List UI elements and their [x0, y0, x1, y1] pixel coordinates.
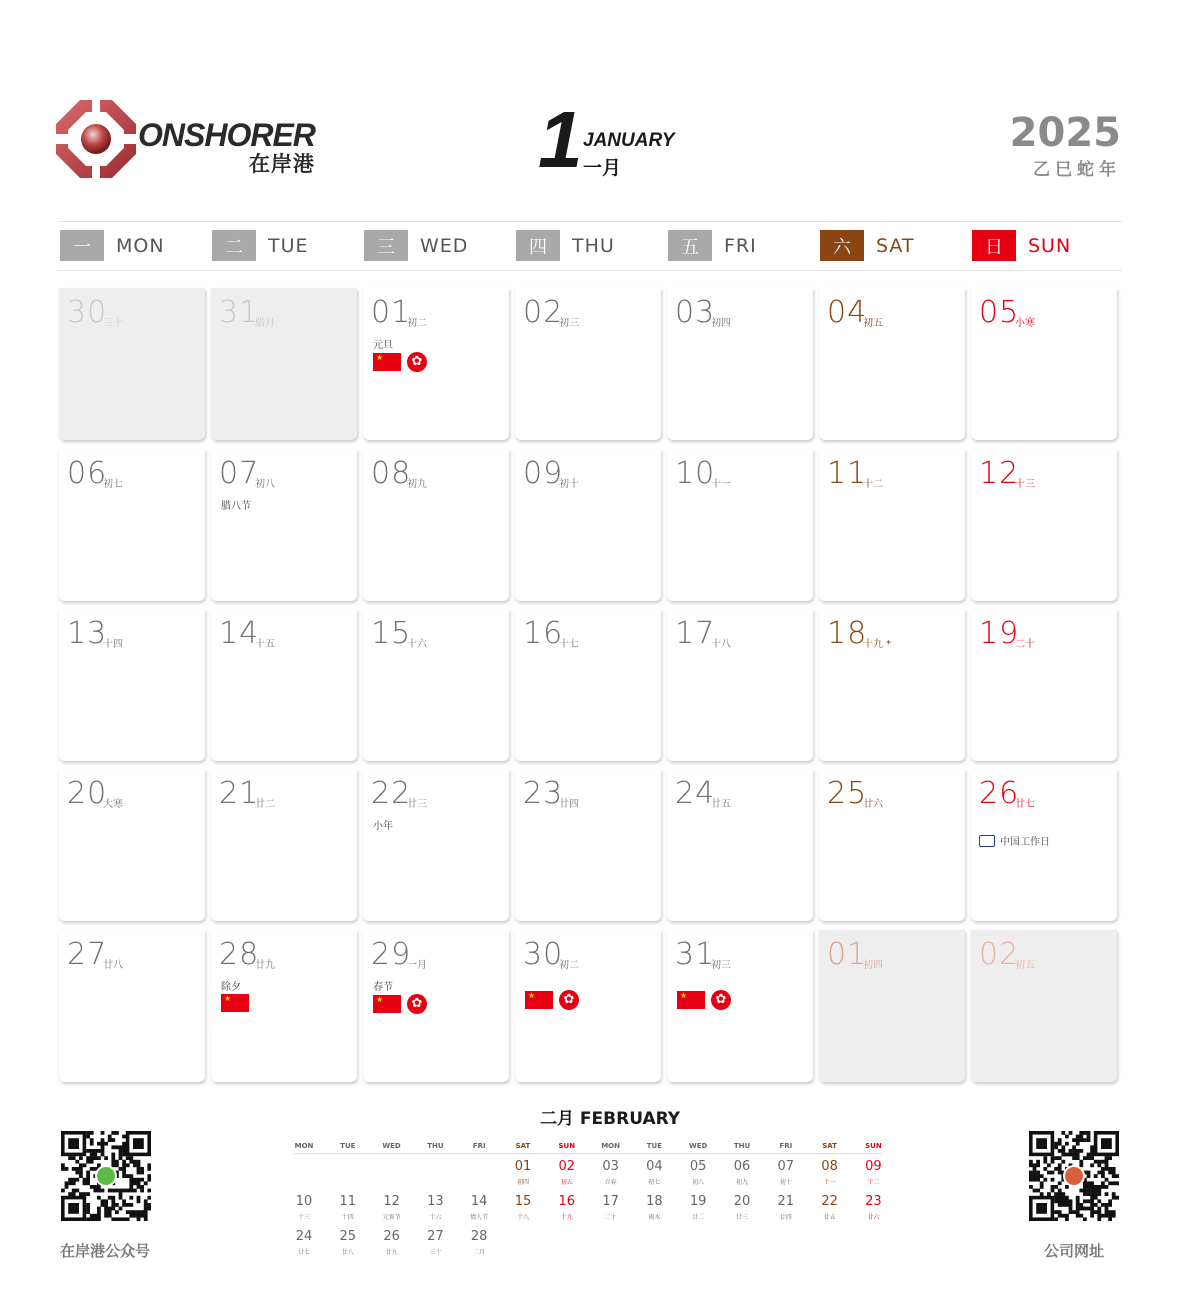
holiday-label: 春节 [373, 982, 393, 993]
day-cell[interactable] [363, 449, 509, 601]
day-number: 05 [979, 295, 1020, 330]
lunar-date: 初五 [1015, 960, 1035, 971]
holiday-flags [525, 990, 579, 1010]
mini-day-number: 19 [689, 1194, 707, 1209]
day-cell[interactable] [363, 288, 509, 440]
day-number: 29 [371, 937, 412, 972]
mini-lunar-date: 初八 [692, 1179, 705, 1186]
lunar-date: 初九 [407, 479, 427, 490]
lunar-date: 初三 [711, 960, 731, 971]
day-cell[interactable] [363, 609, 509, 761]
mini-day-number: 02 [558, 1159, 576, 1174]
day-number: 26 [979, 776, 1020, 811]
day-cell[interactable] [667, 930, 813, 1082]
day-cell[interactable] [211, 769, 357, 921]
weekday-header-sat [820, 230, 915, 261]
holiday-flags [221, 994, 249, 1012]
mini-lunar-date: 十三 [297, 1214, 310, 1221]
mini-lunar-date: 二十 [604, 1214, 617, 1221]
mini-calendar-divider [294, 1153, 882, 1154]
mini-weekday-header: WED [382, 1142, 401, 1150]
weekday-cn-box: 四 [516, 230, 560, 261]
mini-lunar-date: 元宵节 [382, 1214, 401, 1221]
lunar-date: 廿六 [863, 799, 883, 810]
website-qr-code[interactable] [1029, 1131, 1119, 1221]
mini-lunar-date: 十八 [516, 1214, 529, 1221]
day-number: 23 [523, 776, 564, 811]
wechat-qr-label: 在岸港公众号 [60, 1242, 151, 1260]
mini-lunar-date: 十九 [560, 1214, 573, 1221]
day-cell[interactable] [667, 609, 813, 761]
holiday-label: 除夕 [221, 982, 241, 993]
day-cell[interactable] [515, 449, 661, 601]
day-cell[interactable] [59, 930, 205, 1082]
lunar-date: 初三 [559, 318, 579, 329]
day-cell[interactable] [819, 449, 965, 601]
holiday-flags [677, 990, 731, 1010]
day-cell[interactable] [819, 609, 965, 761]
mini-day-number: 10 [295, 1194, 313, 1209]
weekday-header-mon [60, 230, 165, 261]
day-cell[interactable] [971, 769, 1117, 921]
day-number: 09 [523, 456, 564, 491]
weekday-header-sun [972, 230, 1071, 261]
mini-day-number: 04 [646, 1159, 663, 1174]
day-cell[interactable] [211, 609, 357, 761]
mini-day-number: 18 [646, 1194, 663, 1209]
mini-day-number: 05 [689, 1159, 707, 1174]
weekday-divider-top [58, 221, 1122, 222]
day-cell[interactable] [819, 769, 965, 921]
china-flag-icon: ★ [221, 994, 249, 1012]
day-number: 07 [219, 456, 260, 491]
lunar-date: 初八 [255, 479, 275, 490]
brand-name-en: ONSHORER [138, 117, 315, 153]
day-cell[interactable] [819, 288, 965, 440]
china-flag-icon: ★ [373, 995, 401, 1013]
day-cell[interactable] [667, 449, 813, 601]
month-name-en: JANUARY [583, 130, 675, 151]
lunar-date: 初四 [863, 960, 883, 971]
day-number: 04 [827, 295, 868, 330]
mini-day-number: 26 [383, 1229, 400, 1244]
mini-day-number: 23 [865, 1194, 882, 1209]
lunar-date: 廿九 [255, 960, 275, 971]
mini-lunar-date: 廿六 [867, 1214, 880, 1221]
day-cell[interactable] [515, 930, 661, 1082]
mini-lunar-date: 初四 [516, 1179, 529, 1186]
day-cell[interactable] [211, 930, 357, 1082]
day-number: 28 [219, 937, 260, 972]
weekday-en-label: FRI [724, 234, 757, 257]
lunar-date: 二十 [1015, 639, 1035, 650]
day-number: 16 [523, 616, 564, 651]
day-number: 20 [67, 776, 108, 811]
day-cell[interactable] [971, 449, 1117, 601]
weekday-en-label: MON [116, 234, 165, 257]
lunar-date: 廿四 [559, 799, 579, 810]
mini-lunar-date: 十一 [823, 1179, 836, 1186]
mini-day-number: 03 [602, 1159, 619, 1174]
mini-weekday-header: SUN [865, 1142, 882, 1150]
mini-lunar-date: 初五 [560, 1179, 573, 1186]
lunar-date: 十六 [407, 639, 427, 650]
day-number: 17 [675, 616, 716, 651]
mini-lunar-date: 二月 [473, 1249, 486, 1256]
day-number: 01 [371, 295, 412, 330]
day-number: 30 [523, 937, 564, 972]
holiday-label: 小年 [373, 821, 393, 832]
lunar-date: 十二 [863, 479, 883, 490]
lunar-date: 十八 [711, 639, 731, 650]
weekday-en-label: THU [572, 234, 615, 257]
weekday-en-label: TUE [268, 234, 309, 257]
mini-day-number: 20 [733, 1194, 751, 1209]
weekday-header-fri [668, 230, 757, 261]
day-number: 13 [67, 616, 108, 651]
day-number: 22 [371, 776, 412, 811]
weekday-en-label: SAT [876, 234, 915, 257]
mini-lunar-date: 三十 [429, 1249, 442, 1256]
day-number: 11 [827, 456, 868, 491]
onshorer-logo [56, 100, 136, 178]
year-number: 2025 [1009, 110, 1121, 156]
mini-day-number: 06 [733, 1159, 751, 1174]
lunar-date: 十四 [103, 639, 123, 650]
weekday-header-wed [364, 230, 468, 261]
hong-kong-flag-icon: ✿ [407, 994, 427, 1014]
lunar-date: 廿五 [711, 799, 731, 810]
china-flag-icon: ★ [677, 991, 705, 1009]
weekday-cn-box: 六 [820, 230, 864, 261]
hong-kong-flag-icon: ✿ [407, 352, 427, 372]
mini-day-number: 17 [602, 1194, 619, 1209]
mini-lunar-date: 十四 [341, 1214, 354, 1221]
china-flag-icon: ★ [525, 991, 553, 1009]
mini-day-number: 14 [470, 1194, 488, 1209]
mini-day-number: 08 [821, 1159, 838, 1174]
mini-lunar-date: 立春 [604, 1179, 617, 1186]
day-cell[interactable] [363, 769, 509, 921]
day-cell[interactable] [515, 288, 661, 440]
weekday-header-tue [212, 230, 309, 261]
mini-weekday-header: THU [427, 1142, 444, 1150]
mini-day-number: 11 [339, 1194, 357, 1209]
mini-weekday-header: SAT [515, 1142, 531, 1150]
mini-day-number: 15 [514, 1194, 532, 1209]
weekday-cn-box: 一 [60, 230, 104, 261]
lunar-date: 十五 [255, 639, 275, 650]
lunar-date: 初二 [407, 318, 427, 329]
workday-label: 中国工作日 [1000, 837, 1050, 848]
mini-weekday-header: TUE [340, 1142, 356, 1150]
day-cell[interactable] [59, 288, 205, 440]
mini-weekday-header: MON [601, 1142, 620, 1150]
day-cell[interactable] [59, 609, 205, 761]
hong-kong-flag-icon: ✿ [559, 990, 579, 1010]
hong-kong-flag-icon: ✿ [711, 990, 731, 1010]
day-number: 19 [979, 616, 1020, 651]
mini-day-number: 24 [295, 1229, 313, 1244]
lunar-date: 十七 [559, 639, 579, 650]
day-cell[interactable] [515, 609, 661, 761]
day-number: 08 [371, 456, 412, 491]
mini-lunar-date: 廿八 [341, 1249, 354, 1256]
day-cell[interactable] [819, 930, 965, 1082]
lunar-date: 初十 [559, 479, 579, 490]
day-number: 02 [979, 937, 1020, 972]
weekday-divider-bottom [58, 270, 1122, 271]
holiday-flags [373, 994, 427, 1014]
next-month-title: 二月 FEBRUARY [540, 1109, 681, 1129]
mini-lunar-date: 初九 [735, 1179, 748, 1186]
day-number: 02 [523, 295, 564, 330]
day-number: 25 [827, 776, 868, 811]
day-cell[interactable] [59, 449, 205, 601]
weekday-cn-box: 二 [212, 230, 256, 261]
day-cell[interactable] [971, 288, 1117, 440]
workday-note [979, 833, 1050, 848]
day-cell[interactable] [515, 769, 661, 921]
day-number: 03 [675, 295, 716, 330]
day-number: 18 [827, 616, 868, 651]
wechat-qr-code[interactable] [61, 1131, 151, 1221]
mini-weekday-header: FRI [472, 1142, 486, 1150]
day-number: 30 [67, 295, 108, 330]
day-number: 10 [675, 456, 716, 491]
lunar-date: 大寒 [103, 799, 123, 810]
lunar-date: 十一 [711, 479, 731, 490]
weekday-cn-box: 三 [364, 230, 408, 261]
weekday-en-label: SUN [1028, 234, 1072, 257]
weekday-en-label: WED [420, 234, 469, 257]
lunar-date: 腊月 [255, 318, 275, 329]
mini-day-number: 12 [383, 1194, 400, 1209]
mini-lunar-date: 廿二 [692, 1214, 705, 1221]
mini-day-number: 13 [427, 1194, 444, 1209]
lunar-date: 廿三 [407, 799, 427, 810]
day-cell[interactable] [211, 449, 357, 601]
lunar-date: 十三 [1015, 479, 1035, 490]
day-number: 15 [371, 616, 412, 651]
lunar-date: 小寒 [1015, 318, 1035, 329]
mini-lunar-date: 廿五 [823, 1214, 836, 1221]
briefcase-icon [979, 835, 995, 847]
mini-lunar-date: 廿七 [297, 1249, 310, 1256]
weekday-cn-box: 日 [972, 230, 1016, 261]
mini-day-number: 27 [427, 1229, 444, 1244]
day-cell[interactable] [363, 930, 509, 1082]
mini-day-number: 22 [821, 1194, 838, 1209]
mini-weekday-header: TUE [646, 1142, 663, 1150]
holiday-label: 腊八节 [221, 501, 251, 512]
mini-day-number: 01 [514, 1159, 532, 1174]
mini-weekday-header: FRI [779, 1142, 793, 1150]
mini-day-number: 16 [558, 1194, 576, 1209]
day-number: 24 [675, 776, 716, 811]
day-cell[interactable] [211, 288, 357, 440]
brand-name-cn: 在岸港 [248, 152, 315, 176]
china-flag-icon: ★ [373, 353, 401, 371]
lunar-date: 廿七 [1015, 799, 1035, 810]
lunar-date: 廿二 [255, 799, 275, 810]
day-number: 14 [219, 616, 260, 651]
holiday-label: 元旦 [373, 340, 393, 351]
year-ganzhi: 乙巳蛇年 [1033, 160, 1121, 180]
mini-weekday-header: WED [689, 1142, 708, 1150]
day-cell[interactable] [667, 769, 813, 921]
lunar-date: 初五 [863, 318, 883, 329]
mini-lunar-date: 情人节 [470, 1214, 489, 1221]
lunar-date: 三十 [103, 318, 123, 329]
lunar-date: 廿八 [103, 960, 123, 971]
mini-lunar-date: 廿三 [735, 1214, 748, 1221]
day-number: 31 [219, 295, 260, 330]
mini-lunar-date: 十二 [867, 1179, 880, 1186]
mini-weekday-header: SAT [822, 1142, 837, 1150]
month-name-cn: 一月 [583, 157, 622, 179]
mini-day-number: 28 [470, 1229, 488, 1244]
mini-lunar-date: 廿四 [779, 1214, 792, 1221]
day-cell[interactable] [971, 609, 1117, 761]
day-number: 12 [979, 456, 1020, 491]
mini-weekday-header: SUN [558, 1142, 576, 1150]
day-number: 27 [67, 937, 108, 972]
mini-lunar-date: 十六 [429, 1214, 442, 1221]
mini-day-number: 25 [339, 1229, 357, 1244]
mini-lunar-date: 初十 [779, 1179, 792, 1186]
day-number: 01 [827, 937, 868, 972]
day-number: 06 [67, 456, 108, 491]
weekday-header-thu [516, 230, 615, 261]
day-number: 31 [675, 937, 716, 972]
day-cell[interactable] [667, 288, 813, 440]
website-qr-label: 公司网址 [1044, 1242, 1105, 1260]
mini-day-number: 09 [865, 1159, 882, 1174]
holiday-flags [373, 352, 427, 372]
month-number: 1 [538, 95, 583, 184]
mini-weekday-header: THU [733, 1142, 751, 1150]
lunar-date: 十九 * [863, 639, 892, 650]
mini-day-number: 21 [777, 1194, 795, 1209]
day-cell[interactable] [59, 769, 205, 921]
lunar-date: 初二 [559, 960, 579, 971]
weekday-cn-box: 五 [668, 230, 712, 261]
lunar-date: 初四 [711, 318, 731, 329]
mini-lunar-date: 廿九 [385, 1249, 398, 1256]
day-cell[interactable] [971, 930, 1117, 1082]
mini-weekday-header: MON [294, 1142, 314, 1150]
mini-lunar-date: 初七 [648, 1179, 661, 1186]
lunar-date: 一月 [407, 960, 427, 971]
mini-day-number: 07 [777, 1159, 795, 1174]
day-number: 21 [219, 776, 260, 811]
lunar-date: 初七 [103, 479, 123, 490]
mini-lunar-date: 雨水 [648, 1214, 661, 1221]
